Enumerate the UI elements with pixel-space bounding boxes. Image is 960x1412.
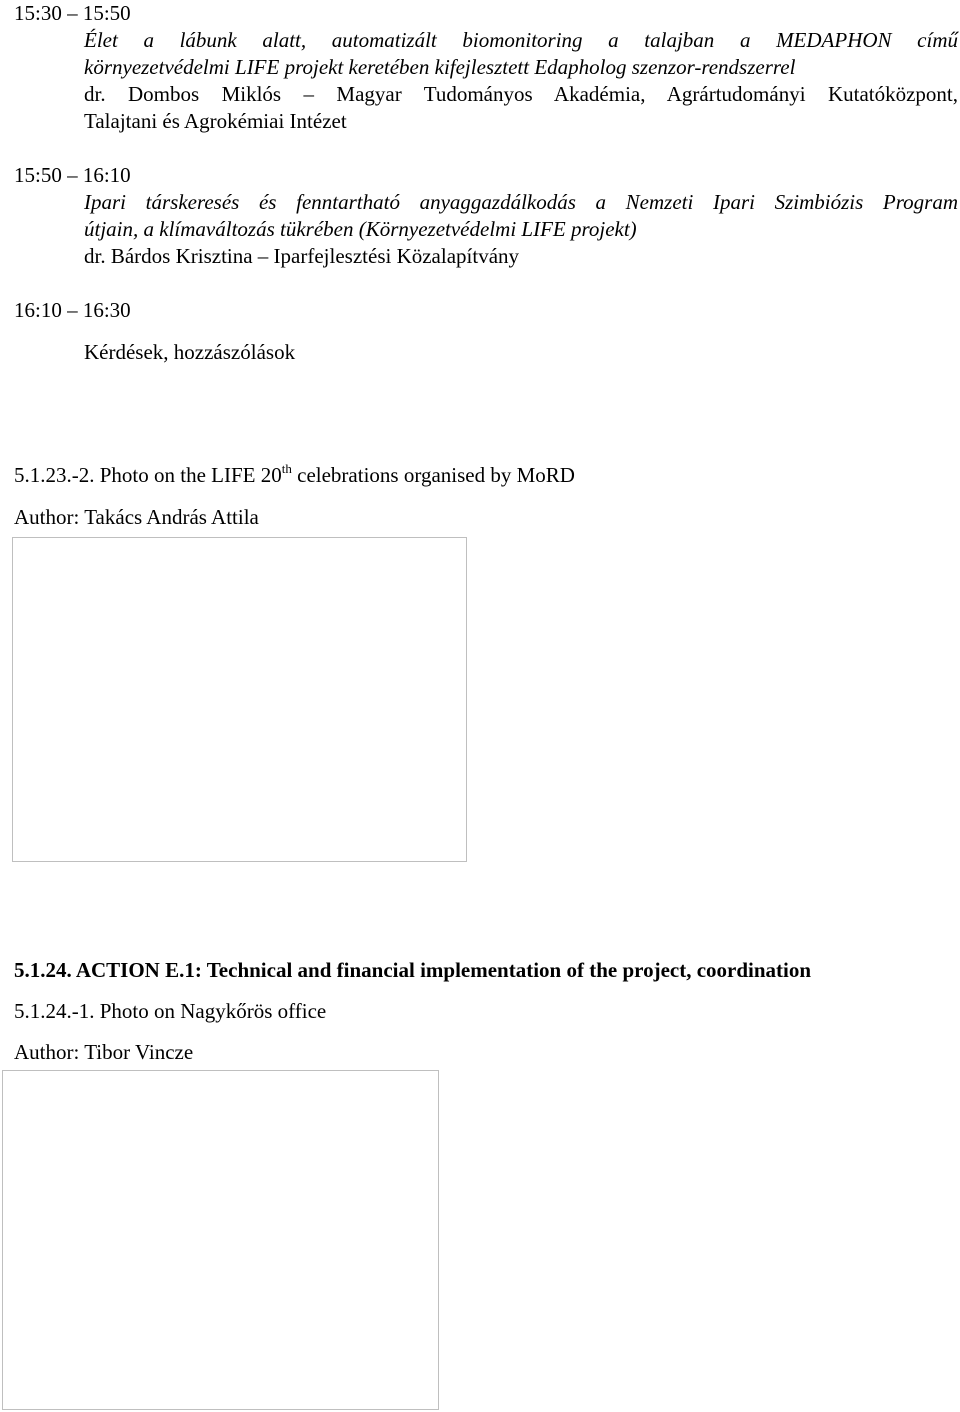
photo-2-caption: 5.1.24.-1. Photo on Nagykőrös office <box>14 999 327 1023</box>
program-speaker-1-line-2: Talajtani és Agrokémiai Intézet <box>84 109 347 133</box>
photo-1-author: Author: Takács András Attila <box>14 505 259 529</box>
program-title-3: Kérdések, hozzászólások <box>84 340 296 364</box>
program-title-1-line-1: Élet a lábunk alatt, automatizált biomonitoring a talajban a MEDAPHON című <box>84 28 958 52</box>
program-title-1-line-2: környezetvédelmi LIFE projekt keretében kifejlesztett Edapholog szenzor-rendszerrel <box>84 55 796 79</box>
program-time-3: 16:10 – 16:30 <box>14 298 131 322</box>
photo-2-frame <box>2 1070 439 1410</box>
photo-1-caption-before: 5.1.23.-2. Photo on the LIFE 20 <box>14 463 282 487</box>
program-title-2-line-1: Ipari társkeresés és fenntartható anyaggazdálkodás a Nemzeti Ipari Szimbiózis Program <box>84 190 958 214</box>
program-title-2-line-2: útjain, a klímaváltozás tükrében (Környezetvédelmi LIFE projekt) <box>84 217 637 241</box>
program-speaker-1-line-1: dr. Dombos Miklós – Magyar Tudományos Akadémia, Agrártudományi Kutatóközpont, <box>84 82 958 106</box>
photo-2-author: Author: Tibor Vincze <box>14 1040 194 1064</box>
photo-1-caption <box>14 462 575 489</box>
program-time-2: 15:50 – 16:10 <box>14 163 131 187</box>
photo-1-caption-sup: th <box>281 461 292 476</box>
program-time-1: 15:30 – 15:50 <box>14 1 131 25</box>
program-speaker-2: dr. Bárdos Krisztina – Iparfejlesztési Közalapítvány <box>84 244 520 268</box>
photo-1-frame <box>12 537 467 862</box>
action-heading: 5.1.24. ACTION E.1: Technical and financial implementation of the project, coordination <box>14 958 812 982</box>
photo-1-caption-after: celebrations organised by MoRD <box>291 463 575 487</box>
